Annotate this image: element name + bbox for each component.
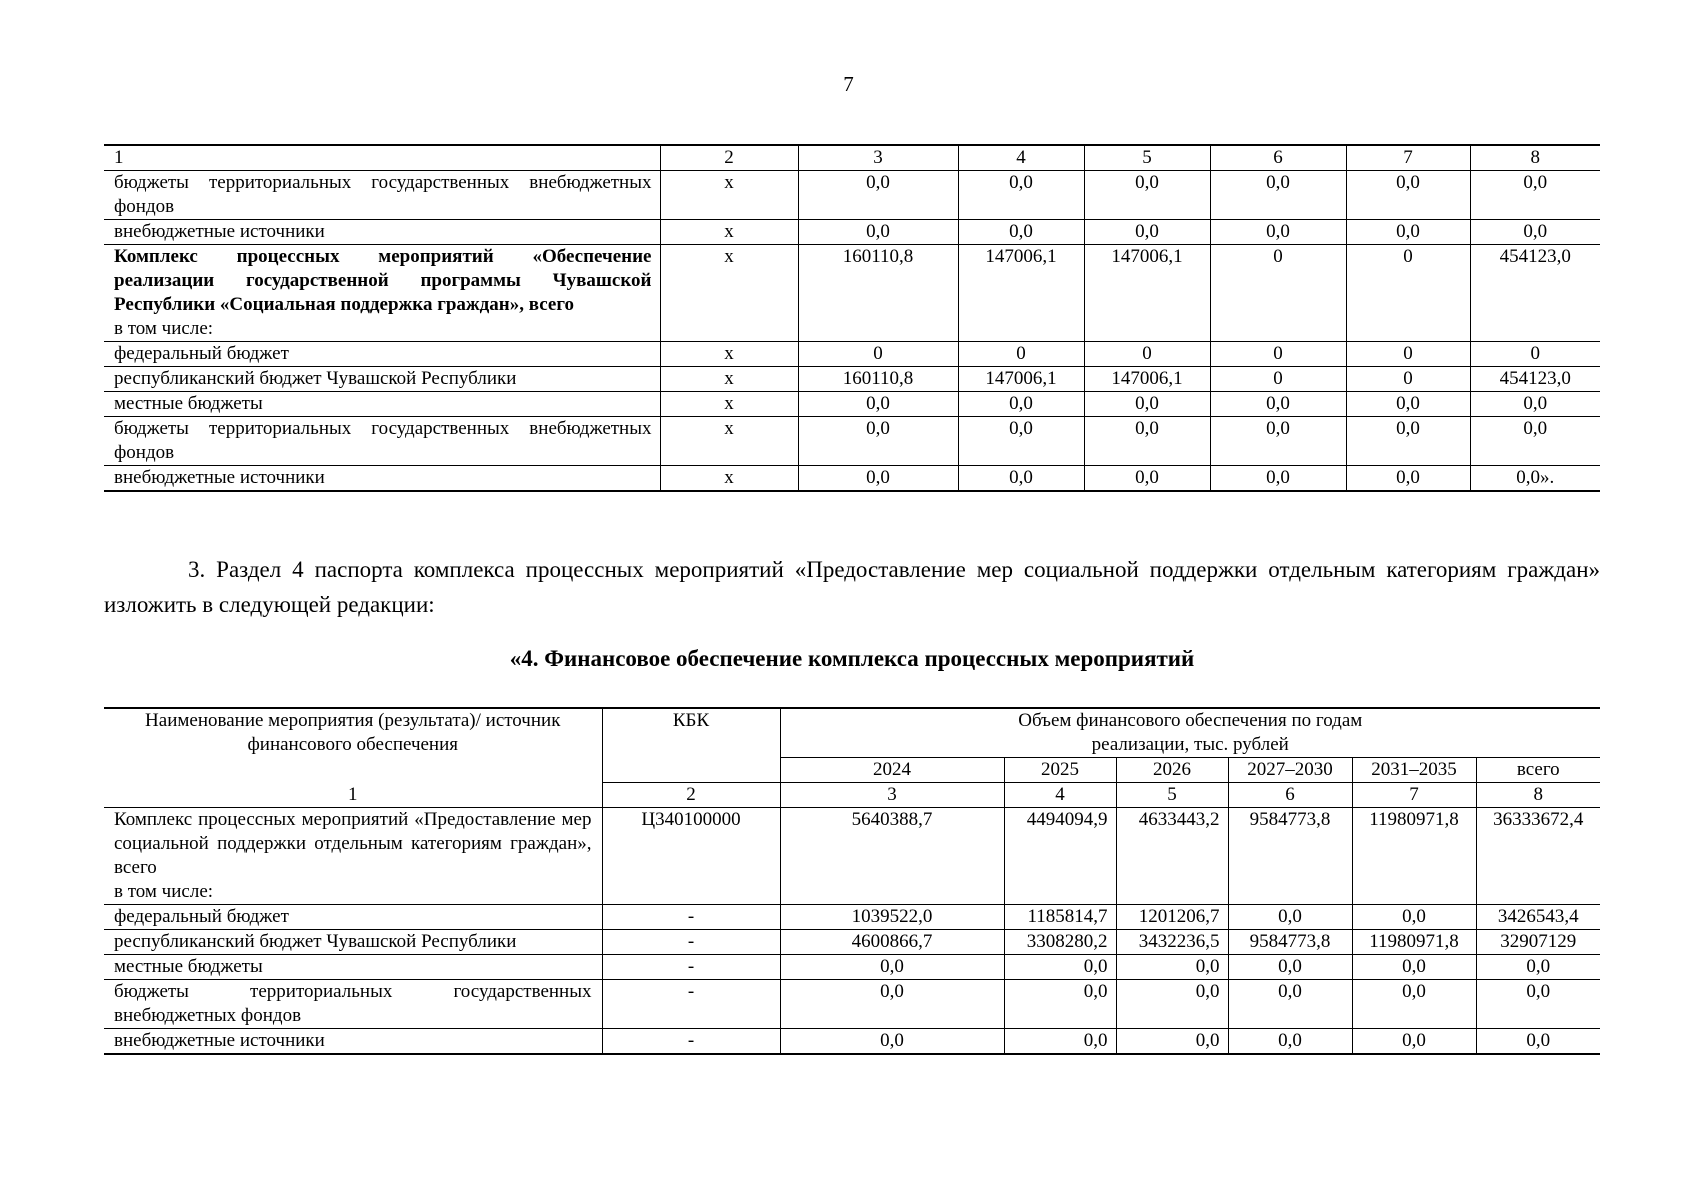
column-number: 3 [780, 783, 1004, 808]
row-value: 0 [1346, 367, 1470, 392]
row-kbk: - [602, 1029, 780, 1055]
row-name: внебюджетные источники [104, 1029, 602, 1055]
row-value: 0 [958, 342, 1084, 367]
row-value: 0,0 [1470, 220, 1600, 245]
column-number: 6 [1210, 145, 1346, 171]
table-row [104, 930, 1600, 955]
row-name: федеральный бюджет [104, 905, 602, 930]
row-value: 0,0 [798, 417, 958, 466]
row-value: 147006,1 [958, 245, 1084, 342]
row-value: 0,0 [1228, 955, 1352, 980]
row-value: 0,0 [1352, 1029, 1476, 1055]
column-number: 8 [1476, 783, 1600, 808]
row-kbk: х [660, 466, 798, 492]
row-kbk: х [660, 220, 798, 245]
row-value: 0,0 [780, 955, 1004, 980]
row-value: 0,0 [1346, 220, 1470, 245]
funding-table-continued [104, 144, 1600, 492]
row-value: 36333672,4 [1476, 808, 1600, 905]
row-kbk: х [660, 171, 798, 220]
row-value: 0 [1470, 342, 1600, 367]
row-value: 0,0 [1470, 171, 1600, 220]
row-value: 0,0 [958, 392, 1084, 417]
row-value: 0,0 [798, 171, 958, 220]
row-value: 0 [1210, 245, 1346, 342]
row-name: внебюджетные источники [104, 220, 660, 245]
row-value: 0,0 [1352, 905, 1476, 930]
row-kbk: х [660, 392, 798, 417]
row-value: 0,0 [780, 1029, 1004, 1055]
row-value: 0,0 [1084, 392, 1210, 417]
column-number: 7 [1352, 783, 1476, 808]
column-number: 2 [660, 145, 798, 171]
column-number: 5 [1116, 783, 1228, 808]
row-name: бюджеты территориальных государственных внебюджетных фондов [104, 171, 660, 220]
table-row [104, 342, 1600, 367]
row-kbk: - [602, 955, 780, 980]
row-value: 147006,1 [958, 367, 1084, 392]
row-value: 0,0 [1210, 171, 1346, 220]
row-value: 0 [1084, 342, 1210, 367]
row-value: 4494094,9 [1004, 808, 1116, 905]
row-name: республиканский бюджет Чувашской Республики [104, 930, 602, 955]
row-value: 1201206,7 [1116, 905, 1228, 930]
row-value: 0,0 [1346, 466, 1470, 492]
row-value: 1185814,7 [1004, 905, 1116, 930]
row-value: 0,0 [798, 466, 958, 492]
row-value: 0 [1210, 367, 1346, 392]
table-row [104, 466, 1600, 492]
row-value: 4633443,2 [1116, 808, 1228, 905]
financial-support-table [104, 707, 1600, 1055]
row-value: 32907129 [1476, 930, 1600, 955]
row-kbk: х [660, 367, 798, 392]
table-row [104, 245, 1600, 342]
row-value: 454123,0 [1470, 245, 1600, 342]
year-header: 2031–2035 [1352, 758, 1476, 783]
header-volume: Объем финансового обеспечения по годам реализации, тыс. рублей [780, 708, 1600, 758]
row-value: 0,0 [1116, 1029, 1228, 1055]
table-row [104, 367, 1600, 392]
row-value: 0,0 [1346, 171, 1470, 220]
row-value: 147006,1 [1084, 367, 1210, 392]
row-value: 0,0 [1084, 220, 1210, 245]
table-row [104, 392, 1600, 417]
row-value: 11980971,8 [1352, 930, 1476, 955]
row-value: 0,0 [1476, 955, 1600, 980]
header-kbk: КБК [602, 708, 780, 783]
row-value: 5640388,7 [780, 808, 1004, 905]
row-name: внебюджетные источники [104, 466, 660, 492]
row-name: Комплекс процессных мероприятий «Обеспечение реализации государственной программы Чувашской Республики «Социальная поддержка граждан», всего в том числе: [104, 245, 660, 342]
table-row [104, 220, 1600, 245]
row-name: федеральный бюджет [104, 342, 660, 367]
column-number: 1 [104, 145, 660, 171]
row-value: 0,0 [1004, 1029, 1116, 1055]
year-header: 2025 [1004, 758, 1116, 783]
row-value: 9584773,8 [1228, 930, 1352, 955]
row-value: 0 [1210, 342, 1346, 367]
row-kbk: - [602, 905, 780, 930]
row-value: 9584773,8 [1228, 808, 1352, 905]
row-value: 4600866,7 [780, 930, 1004, 955]
row-value: 0,0 [1210, 220, 1346, 245]
page-number: 7 [843, 72, 854, 96]
row-value: 454123,0 [1470, 367, 1600, 392]
row-value: 0,0 [958, 220, 1084, 245]
row-value: 1039522,0 [780, 905, 1004, 930]
column-number-row [104, 145, 1600, 171]
table-row [104, 955, 1600, 980]
row-value: 0,0 [1352, 955, 1476, 980]
row-value: 147006,1 [1084, 245, 1210, 342]
row-value: 0,0 [1116, 980, 1228, 1029]
row-value: 0,0 [1476, 980, 1600, 1029]
table-row [104, 417, 1600, 466]
row-value: 0,0 [1116, 955, 1228, 980]
row-value: 3426543,4 [1476, 905, 1600, 930]
row-name: Комплекс процессных мероприятий «Предоставление мер социальной поддержки отдельным категориям граждан», всего в том числе: [104, 808, 602, 905]
row-value: 0,0 [1084, 466, 1210, 492]
row-value: 0,0 [1004, 980, 1116, 1029]
column-number: 5 [1084, 145, 1210, 171]
row-value: 0,0 [1228, 1029, 1352, 1055]
table-row [104, 980, 1600, 1029]
row-kbk: - [602, 980, 780, 1029]
row-kbk: х [660, 245, 798, 342]
column-number: 3 [798, 145, 958, 171]
row-value: 0 [1346, 342, 1470, 367]
row-value: 0,0 [1346, 392, 1470, 417]
table-row [104, 905, 1600, 930]
column-number: 2 [602, 783, 780, 808]
row-value: 0,0 [1470, 417, 1600, 466]
row-value: 0,0 [1476, 1029, 1600, 1055]
row-value: 0,0 [1352, 980, 1476, 1029]
year-header: 2026 [1116, 758, 1228, 783]
row-value: 0,0 [958, 171, 1084, 220]
row-value: 0,0 [780, 980, 1004, 1029]
column-number: 7 [1346, 145, 1470, 171]
row-kbk: Ц340100000 [602, 808, 780, 905]
row-name: республиканский бюджет Чувашской Республики [104, 367, 660, 392]
column-number: 1 [104, 783, 602, 808]
row-value: 0,0 [1210, 466, 1346, 492]
row-name: бюджеты территориальных государственных внебюджетных фондов [104, 417, 660, 466]
row-value: 0,0 [1228, 980, 1352, 1029]
column-number: 6 [1228, 783, 1352, 808]
year-header: 2024 [780, 758, 1004, 783]
row-value: 11980971,8 [1352, 808, 1476, 905]
year-header: 2027–2030 [1228, 758, 1352, 783]
row-value: 0,0 [1084, 171, 1210, 220]
row-value: 160110,8 [798, 245, 958, 342]
column-number: 4 [958, 145, 1084, 171]
table-row [104, 171, 1600, 220]
row-value: 3432236,5 [1116, 930, 1228, 955]
row-kbk: х [660, 342, 798, 367]
row-value: 0,0 [1346, 417, 1470, 466]
section-heading: «4. Финансовое обеспечение комплекса процессных мероприятий [509, 646, 1195, 671]
row-value: 0,0 [1470, 392, 1600, 417]
year-header: всего [1476, 758, 1600, 783]
row-value: 0,0». [1470, 466, 1600, 492]
header-name: Наименование мероприятия (результата)/ источник финансового обеспечения [104, 708, 602, 783]
row-value: 0,0 [1210, 392, 1346, 417]
row-value: 0,0 [798, 220, 958, 245]
row-value: 0,0 [958, 417, 1084, 466]
row-name: местные бюджеты [104, 392, 660, 417]
table-row [104, 808, 1600, 905]
column-number-row [104, 783, 1600, 808]
row-value: 0,0 [798, 392, 958, 417]
column-number: 4 [1004, 783, 1116, 808]
row-value: 0,0 [1084, 417, 1210, 466]
amendment-paragraph: 3. Раздел 4 паспорта комплекса процессных мероприятий «Предоставление мер социальной поддержки отдельным категориям граждан» изложить в следующей редакции: [104, 557, 1600, 617]
row-kbk: - [602, 930, 780, 955]
column-number: 8 [1470, 145, 1600, 171]
row-value: 0,0 [1210, 417, 1346, 466]
row-kbk: х [660, 417, 798, 466]
row-name: местные бюджеты [104, 955, 602, 980]
row-name: бюджеты территориальных государственных внебюджетных фондов [104, 980, 602, 1029]
row-value: 0,0 [1004, 955, 1116, 980]
row-value: 0,0 [1228, 905, 1352, 930]
row-value: 0,0 [958, 466, 1084, 492]
row-value: 160110,8 [798, 367, 958, 392]
row-value: 0 [1346, 245, 1470, 342]
table-row [104, 1029, 1600, 1055]
row-value: 0 [798, 342, 958, 367]
row-value: 3308280,2 [1004, 930, 1116, 955]
